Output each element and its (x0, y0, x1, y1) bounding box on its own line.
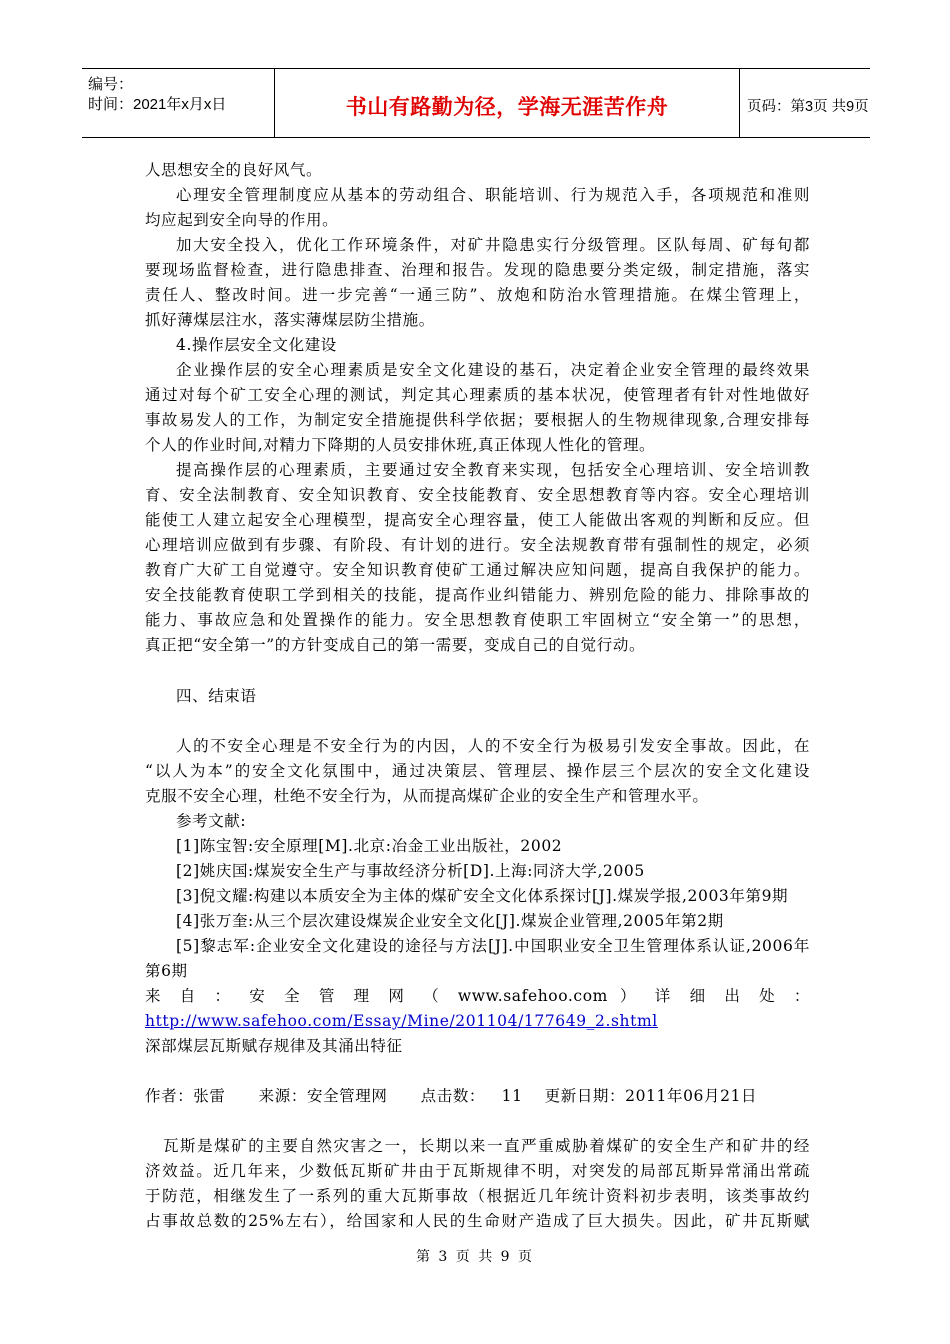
reference-item: [3]倪文耀:构建以本质安全为主体的煤矿安全文化体系探讨[J].煤炭学报,2003年第9期 (176, 887, 789, 905)
body-line: 教育广大矿工自觉遵守。安全知识教育使矿工通过解决应知问题，提高自我保护的能力。 (145, 561, 810, 579)
page-info: 页码：第3页 共9页 (747, 99, 869, 115)
section-heading: 4.操作层安全文化建设 (176, 336, 337, 354)
body-line: 于防范，相继发生了一系列的重大瓦斯事故（根据近几年统计资料初步表明，该类事故约 (145, 1187, 810, 1205)
body-line: 心理安全管理制度应从基本的劳动组合、职能培训、行为规范入手，各项规范和准则 (176, 186, 810, 204)
body-line: 事故易发人的工作，为制定安全措施提供科学依据；要根据人的生物规律现象,合理安排每 (145, 411, 810, 429)
reference-item-continued: 第6期 (145, 962, 188, 980)
section-heading: 四、结束语 (176, 687, 257, 705)
body-line: 加大安全投入，优化工作环境条件，对矿井隐患实行分级管理。区队每周、矿每旬都 (176, 236, 810, 254)
body-line: “以人为本”的安全文化氛围中，通过决策层、管理层、操作层三个层次的安全文化建设 (145, 762, 810, 780)
body-line: 个人的作业时间,对精力下降期的人员安排休班,真正体现人性化的管理。 (145, 436, 656, 454)
body-line: 心理培训应做到有步骤、有阶段、有计划的进行。安全法规教育带有强制性的规定，必须 (145, 536, 810, 554)
article-title: 深部煤层瓦斯赋存规律及其涌出特征 (145, 1037, 403, 1055)
doc-date-label: 时间：2021年x月x日 (88, 96, 227, 113)
body-line: 人的不安全心理是不安全行为的内因，人的不安全行为极易引发安全事故。因此，在 (176, 737, 810, 755)
header-middle-cell (274, 69, 740, 137)
reference-item: [5]黎志军:企业安全文化建设的途径与方法[J].中国职业安全卫生管理体系认证,2006年 (176, 937, 810, 955)
source-line: 来 自 ： 安 全 管 理 网 （ www.safehoo.com ） 详 细 出 处 ： (145, 987, 810, 1005)
source-link[interactable]: http://www.safehoo.com/Essay/Mine/201104/177649_2.shtml (145, 1012, 658, 1030)
body-line: 瓦斯是煤矿的主要自然灾害之一，长期以来一直严重威胁着煤矿的安全生产和矿井的经 (163, 1137, 810, 1155)
body-line: 安全技能教育使职工学到相关的技能，提高作业纠错能力、辨别危险的能力、排除事故的 (145, 586, 810, 604)
header-table (82, 68, 870, 138)
header-left-cell (82, 69, 274, 137)
reference-item: [2]姚庆国:煤炭安全生产与事故经济分析[D].上海:同济大学,2005 (176, 862, 645, 880)
body-line: 育、安全法制教育、安全知识教育、安全技能教育、安全思想教育等内容。安全心理培训 (145, 486, 810, 504)
body-line: 要现场监督检查，进行隐患排查、治理和报告。发现的隐患要分类定级，制定措施，落实 (145, 261, 810, 279)
body-line: 抓好薄煤层注水，落实薄煤层防尘措施。 (145, 311, 435, 329)
body-line: 真正把“安全第一”的方针变成自己的第一需要，变成自己的自觉行动。 (145, 636, 646, 654)
body-line: 能力、事故应急和处置操作的能力。安全思想教育使职工牢固树立“安全第一”的思想， (145, 611, 810, 629)
body-line: 克服不安全心理，杜绝不安全行为，从而提高煤矿企业的安全生产和管理水平。 (145, 787, 709, 805)
body-line: 均应起到安全向导的作用。 (145, 211, 339, 229)
references-heading: 参考文献: (176, 812, 247, 830)
body-line: 能使工人建立起安全心理模型，提高安全心理容量，使工人能做出客观的判断和反应。但 (145, 511, 810, 529)
body-line: 责任人、整改时间。进一步完善“一通三防”、放炮和防治水管理措施。在煤尘管理上， (145, 286, 810, 304)
header-motto: 书山有路勤为径，学海无涯苦作舟 (345, 95, 669, 119)
page-footer: 第 3 页 共 9 页 (415, 1249, 535, 1265)
reference-item: [1]陈宝智:安全原理[M].北京:冶金工业出版社，2002 (176, 837, 563, 855)
body-line: 提高操作层的心理素质，主要通过安全教育来实现，包括安全心理培训、安全培训教 (176, 461, 810, 479)
body-line: 企业操作层的安全心理素质是安全文化建设的基石，决定着企业安全管理的最终效果 (176, 361, 810, 379)
body-line: 人思想安全的良好风气。 (145, 161, 323, 179)
doc-number-label: 编号： (88, 76, 134, 93)
header-right-cell (739, 69, 870, 137)
article-meta: 作者：张雷 来源：安全管理网 点击数： 11 更新日期：2011年06月21日 (145, 1087, 758, 1105)
body-line: 占事故总数的25%左右），给国家和人民的生命财产造成了巨大损失。因此，矿井瓦斯赋 (145, 1212, 810, 1230)
body-line: 济效益。近几年来，少数低瓦斯矿井由于瓦斯规律不明，对突发的局部瓦斯异常涌出常疏 (145, 1162, 810, 1180)
reference-item: [4]张万奎:从三个层次建设煤炭企业安全文化[J].煤炭企业管理,2005年第2期 (176, 912, 724, 930)
body-line: 通过对每个矿工安全心理的测试，判定其心理素质的基本状况，使管理者有针对性地做好 (145, 386, 810, 404)
